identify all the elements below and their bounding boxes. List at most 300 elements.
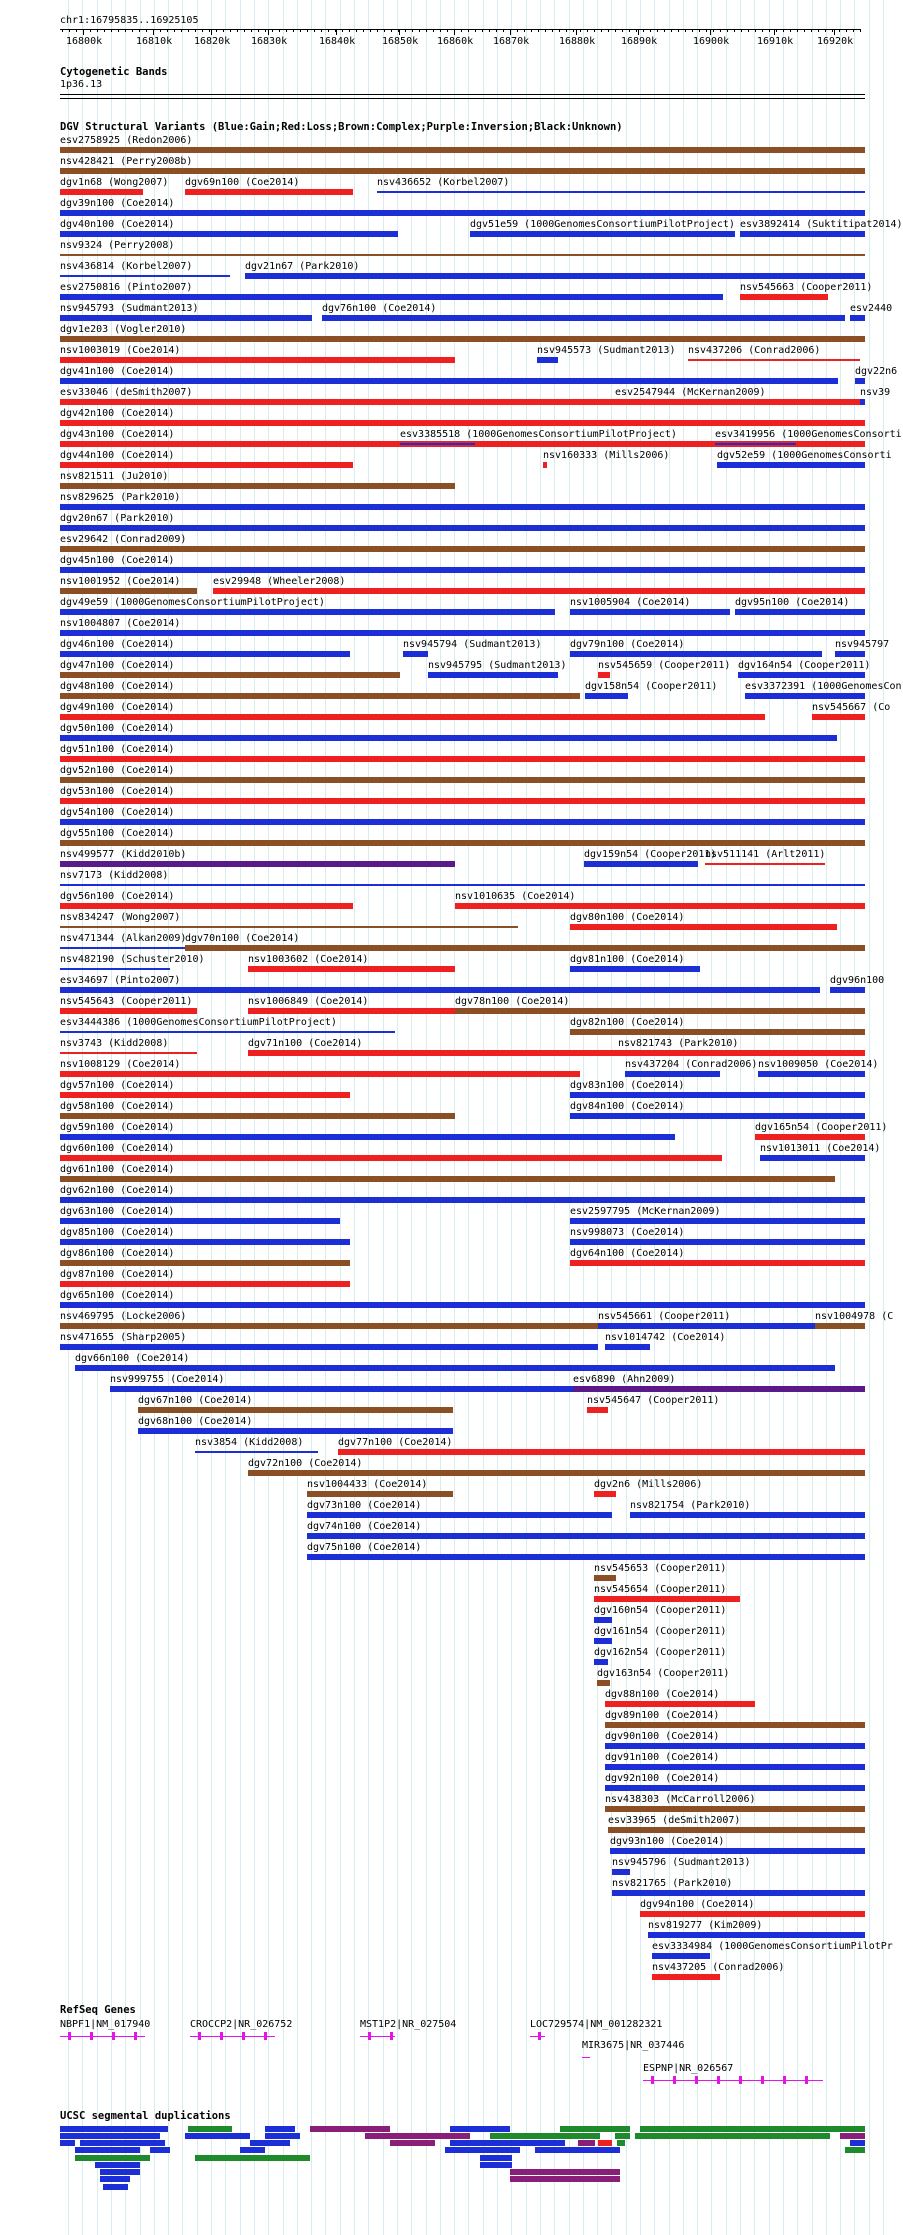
dgv-variant-bar[interactable] — [245, 273, 865, 279]
dgv-variant-label[interactable]: nsv819277 (Kim2009) — [648, 1920, 763, 1931]
dgv-variant-bar[interactable] — [594, 1638, 612, 1644]
dgv-variant-label[interactable]: dgv79n100 (Coe2014) — [570, 639, 685, 650]
dgv-variant-bar[interactable] — [322, 315, 845, 321]
dgv-variant-label[interactable]: dgv59n100 (Coe2014) — [60, 1122, 175, 1133]
dgv-variant-label[interactable]: esv6890 (Ahn2009) — [573, 1374, 676, 1385]
segdup-block[interactable] — [195, 2155, 310, 2161]
segdup-block[interactable] — [560, 2126, 630, 2132]
segdup-block[interactable] — [598, 2140, 612, 2146]
segdup-block[interactable] — [510, 2169, 620, 2175]
refseq-gene-intron-line[interactable] — [582, 2057, 590, 2058]
dgv-variant-bar[interactable] — [758, 1071, 865, 1077]
segdup-block[interactable] — [615, 2133, 630, 2139]
dgv-variant-label[interactable]: nsv511141 (Arlt2011) — [705, 849, 826, 860]
dgv-variant-bar[interactable] — [60, 947, 185, 949]
segdup-block[interactable] — [450, 2140, 565, 2146]
dgv-variant-bar[interactable] — [573, 1386, 865, 1392]
dgv-variant-label[interactable]: dgv49e59 (1000GenomesConsortiumPilotProject) — [60, 597, 325, 608]
dgv-variant-label[interactable]: dgv65n100 (Coe2014) — [60, 1290, 175, 1301]
dgv-variant-bar[interactable] — [428, 672, 558, 678]
dgv-variant-label[interactable]: nsv1004433 (Coe2014) — [307, 1479, 428, 1490]
dgv-variant-label[interactable]: esv29948 (Wheeler2008) — [213, 576, 346, 587]
refseq-gene-label[interactable]: MST1P2|NR_027504 — [360, 2019, 457, 2030]
dgv-variant-bar[interactable] — [705, 863, 825, 865]
dgv-variant-bar[interactable] — [60, 254, 865, 256]
dgv-variant-label[interactable]: dgv160n54 (Cooper2011) — [594, 1605, 727, 1616]
dgv-variant-bar[interactable] — [60, 903, 353, 909]
dgv-variant-bar[interactable] — [60, 231, 398, 237]
segdup-block[interactable] — [100, 2169, 140, 2175]
dgv-variant-label[interactable]: dgv92n100 (Coe2014) — [605, 1773, 720, 1784]
dgv-variant-label[interactable]: esv2750816 (Pinto2007) — [60, 282, 193, 293]
segdup-block[interactable] — [240, 2147, 265, 2153]
dgv-variant-bar[interactable] — [625, 1071, 720, 1077]
dgv-variant-label[interactable]: nsv545653 (Cooper2011) — [594, 1563, 727, 1574]
dgv-variant-label[interactable]: nsv1006849 (Coe2014) — [248, 996, 369, 1007]
dgv-variant-label[interactable]: dgv88n100 (Coe2014) — [605, 1689, 720, 1700]
dgv-variant-label[interactable]: dgv93n100 (Coe2014) — [610, 1836, 725, 1847]
dgv-variant-label[interactable]: dgv95n100 (Coe2014) — [735, 597, 850, 608]
dgv-variant-label[interactable]: dgv73n100 (Coe2014) — [307, 1500, 422, 1511]
dgv-variant-bar[interactable] — [455, 1008, 865, 1014]
dgv-variant-bar[interactable] — [735, 609, 865, 615]
segdup-block[interactable] — [535, 2147, 620, 2153]
segdup-block[interactable] — [310, 2126, 390, 2132]
refseq-exon[interactable] — [538, 2032, 541, 2040]
dgv-variant-label[interactable]: dgv53n100 (Coe2014) — [60, 786, 175, 797]
dgv-variant-label[interactable]: nsv1004978 (C — [815, 1311, 894, 1322]
dgv-variant-bar[interactable] — [570, 924, 837, 930]
dgv-variant-label[interactable]: dgv62n100 (Coe2014) — [60, 1185, 175, 1196]
dgv-variant-label[interactable]: dgv94n100 (Coe2014) — [640, 1899, 755, 1910]
dgv-variant-label[interactable]: dgv70n100 (Coe2014) — [185, 933, 300, 944]
dgv-variant-bar[interactable] — [60, 315, 312, 321]
dgv-variant-bar[interactable] — [594, 1617, 612, 1623]
dgv-variant-label[interactable]: nsv482190 (Schuster2010) — [60, 954, 205, 965]
segdup-block[interactable] — [60, 2126, 75, 2132]
dgv-variant-label[interactable]: nsv1013011 (Coe2014) — [760, 1143, 881, 1154]
dgv-variant-bar[interactable] — [570, 609, 730, 615]
dgv-variant-label[interactable]: esv29642 (Conrad2009) — [60, 534, 187, 545]
dgv-variant-label[interactable]: esv33965 (deSmith2007) — [608, 1815, 741, 1826]
segdup-block[interactable] — [850, 2140, 865, 2146]
dgv-variant-label[interactable]: nsv438303 (McCarroll2006) — [605, 1794, 756, 1805]
dgv-variant-label[interactable]: nsv1003019 (Coe2014) — [60, 345, 181, 356]
dgv-variant-bar[interactable] — [688, 359, 860, 361]
dgv-variant-label[interactable]: dgv61n100 (Coe2014) — [60, 1164, 175, 1175]
dgv-variant-label[interactable]: nsv945793 (Sudmant2013) — [60, 303, 199, 314]
dgv-variant-label[interactable]: esv3372391 (1000GenomesCon — [745, 681, 902, 692]
dgv-variant-label[interactable]: nsv1001952 (Coe2014) — [60, 576, 181, 587]
dgv-variant-label[interactable]: dgv60n100 (Coe2014) — [60, 1143, 175, 1154]
dgv-variant-bar[interactable] — [307, 1554, 865, 1560]
dgv-variant-bar[interactable] — [605, 1806, 865, 1812]
dgv-variant-bar[interactable] — [570, 1260, 865, 1266]
dgv-variant-bar[interactable] — [815, 1323, 865, 1329]
dgv-variant-bar[interactable] — [570, 1218, 865, 1224]
dgv-variant-bar[interactable] — [400, 443, 475, 445]
dgv-variant-bar[interactable] — [185, 945, 865, 951]
dgv-variant-label[interactable]: nsv545643 (Cooper2011) — [60, 996, 193, 1007]
dgv-variant-label[interactable]: nsv821511 (Ju2010) — [60, 471, 169, 482]
segdup-block[interactable] — [75, 2147, 140, 2153]
dgv-variant-bar[interactable] — [60, 630, 865, 636]
dgv-variant-label[interactable]: nsv545663 (Cooper2011) — [740, 282, 873, 293]
dgv-variant-label[interactable]: dgv68n100 (Coe2014) — [138, 1416, 253, 1427]
dgv-variant-bar[interactable] — [60, 1323, 600, 1329]
dgv-variant-label[interactable]: nsv1010635 (Coe2014) — [455, 891, 576, 902]
dgv-variant-label[interactable]: dgv58n100 (Coe2014) — [60, 1101, 175, 1112]
dgv-variant-label[interactable]: nsv1003602 (Coe2014) — [248, 954, 369, 965]
dgv-variant-label[interactable]: nsv999755 (Coe2014) — [110, 1374, 225, 1385]
dgv-variant-label[interactable]: esv3385518 (1000GenomesConsortiumPilotProject) — [400, 429, 677, 440]
dgv-variant-label[interactable]: dgv1e203 (Vogler2010) — [60, 324, 187, 335]
dgv-variant-label[interactable]: dgv44n100 (Coe2014) — [60, 450, 175, 461]
dgv-variant-bar[interactable] — [60, 1281, 350, 1287]
dgv-variant-label[interactable]: dgv96n100 — [830, 975, 885, 986]
dgv-variant-label[interactable]: dgv22n6 — [855, 366, 898, 377]
dgv-variant-label[interactable]: esv2758925 (Redon2006) — [60, 135, 193, 146]
dgv-variant-label[interactable]: dgv41n100 (Coe2014) — [60, 366, 175, 377]
dgv-variant-bar[interactable] — [605, 1785, 865, 1791]
dgv-variant-label[interactable]: nsv160333 (Mills2006) — [543, 450, 670, 461]
dgv-variant-label[interactable]: nsv436814 (Korbel2007) — [60, 261, 193, 272]
segdup-block[interactable] — [75, 2155, 150, 2161]
refseq-gene-label[interactable]: LOC729574|NM_001282321 — [530, 2019, 663, 2030]
dgv-variant-bar[interactable] — [60, 926, 518, 928]
dgv-variant-bar[interactable] — [587, 1407, 608, 1413]
dgv-variant-label[interactable]: nsv945794 (Sudmant2013) — [403, 639, 542, 650]
dgv-variant-label[interactable]: dgv20n67 (Park2010) — [60, 513, 175, 524]
dgv-variant-label[interactable]: dgv72n100 (Coe2014) — [248, 1458, 363, 1469]
dgv-variant-label[interactable]: dgv89n100 (Coe2014) — [605, 1710, 720, 1721]
dgv-variant-label[interactable]: dgv84n100 (Coe2014) — [570, 1101, 685, 1112]
dgv-variant-bar[interactable] — [60, 357, 455, 363]
dgv-variant-label[interactable]: nsv1004807 (Coe2014) — [60, 618, 181, 629]
dgv-variant-label[interactable]: nsv821765 (Park2010) — [612, 1878, 733, 1889]
refseq-gene-intron-line[interactable] — [643, 2080, 823, 2081]
refseq-gene-intron-line[interactable] — [60, 2036, 145, 2037]
dgv-variant-bar[interactable] — [835, 651, 865, 657]
refseq-exon[interactable] — [134, 2032, 137, 2040]
dgv-variant-label[interactable]: dgv2n6 (Mills2006) — [594, 1479, 703, 1490]
dgv-variant-label[interactable]: dgv77n100 (Coe2014) — [338, 1437, 453, 1448]
dgv-variant-bar[interactable] — [60, 651, 350, 657]
segdup-block[interactable] — [80, 2140, 165, 2146]
refseq-gene-label[interactable]: MIR3675|NR_037446 — [582, 2040, 685, 2051]
dgv-variant-label[interactable]: esv2440 — [850, 303, 893, 314]
segdup-block[interactable] — [445, 2147, 520, 2153]
dgv-variant-label[interactable]: nsv3743 (Kidd2008) — [60, 1038, 169, 1049]
refseq-exon[interactable] — [739, 2076, 742, 2084]
dgv-variant-label[interactable]: nsv821743 (Park2010) — [618, 1038, 739, 1049]
segdup-block[interactable] — [250, 2140, 290, 2146]
dgv-variant-bar[interactable] — [60, 378, 838, 384]
dgv-variant-bar[interactable] — [570, 1239, 865, 1245]
dgv-variant-label[interactable]: nsv945573 (Sudmant2013) — [537, 345, 676, 356]
dgv-variant-bar[interactable] — [338, 1449, 865, 1455]
dgv-variant-bar[interactable] — [605, 1701, 755, 1707]
dgv-variant-bar[interactable] — [248, 1008, 455, 1014]
dgv-variant-label[interactable]: nsv829625 (Park2010) — [60, 492, 181, 503]
dgv-variant-bar[interactable] — [570, 966, 700, 972]
dgv-variant-bar[interactable] — [618, 1050, 700, 1056]
dgv-variant-label[interactable]: dgv67n100 (Coe2014) — [138, 1395, 253, 1406]
dgv-variant-label[interactable]: dgv49n100 (Coe2014) — [60, 702, 175, 713]
segdup-block[interactable] — [188, 2126, 232, 2132]
segdup-block[interactable] — [110, 2126, 168, 2132]
dgv-variant-label[interactable]: dgv43n100 (Coe2014) — [60, 429, 175, 440]
dgv-variant-label[interactable]: dgv51e59 (1000GenomesConsortiumPilotProject) — [470, 219, 735, 230]
segdup-block[interactable] — [480, 2162, 512, 2168]
dgv-variant-bar[interactable] — [610, 1848, 865, 1854]
dgv-variant-bar[interactable] — [605, 1743, 865, 1749]
dgv-variant-label[interactable]: dgv158n54 (Cooper2011) — [585, 681, 718, 692]
dgv-variant-bar[interactable] — [60, 1008, 197, 1014]
segdup-block[interactable] — [635, 2133, 830, 2139]
dgv-variant-label[interactable]: nsv437204 (Conrad2006) — [625, 1059, 758, 1070]
dgv-variant-label[interactable]: dgv56n100 (Coe2014) — [60, 891, 175, 902]
dgv-variant-label[interactable]: dgv75n100 (Coe2014) — [307, 1542, 422, 1553]
dgv-variant-label[interactable]: dgv159n54 (Cooper2011) — [584, 849, 717, 860]
dgv-variant-bar[interactable] — [60, 1052, 197, 1054]
dgv-variant-label[interactable]: dgv82n100 (Coe2014) — [570, 1017, 685, 1028]
dgv-variant-bar[interactable] — [307, 1491, 453, 1497]
dgv-variant-bar[interactable] — [717, 462, 865, 468]
dgv-variant-label[interactable]: nsv437205 (Conrad2006) — [652, 1962, 785, 1973]
segdup-block[interactable] — [450, 2126, 510, 2132]
dgv-variant-bar[interactable] — [605, 1764, 865, 1770]
segdup-block[interactable] — [845, 2147, 865, 2153]
dgv-variant-bar[interactable] — [630, 1512, 865, 1518]
dgv-variant-label[interactable]: nsv545659 (Cooper2011) — [598, 660, 731, 671]
dgv-variant-label[interactable]: nsv471344 (Alkan2009) — [60, 933, 187, 944]
dgv-variant-label[interactable]: esv3892414 (Suktitipat2014) — [740, 219, 903, 230]
dgv-variant-label[interactable]: dgv164n54 (Cooper2011) — [738, 660, 871, 671]
dgv-variant-bar[interactable] — [60, 968, 170, 970]
dgv-variant-label[interactable]: nsv1008129 (Coe2014) — [60, 1059, 181, 1070]
dgv-variant-bar[interactable] — [60, 735, 837, 741]
segdup-block[interactable] — [840, 2133, 865, 2139]
refseq-gene-label[interactable]: CROCCP2|NR_026752 — [190, 2019, 293, 2030]
dgv-variant-label[interactable]: nsv545667 (Co — [812, 702, 891, 713]
dgv-variant-bar[interactable] — [60, 504, 865, 510]
refseq-exon[interactable] — [805, 2076, 808, 2084]
dgv-variant-label[interactable]: nsv998073 (Coe2014) — [570, 1227, 685, 1238]
segdup-block[interactable] — [365, 2133, 470, 2139]
dgv-variant-bar[interactable] — [60, 462, 353, 468]
dgv-variant-bar[interactable] — [615, 399, 850, 405]
dgv-variant-label[interactable]: nsv428421 (Perry2008b) — [60, 156, 193, 167]
dgv-variant-label[interactable]: nsv436652 (Korbel2007) — [377, 177, 510, 188]
segdup-block[interactable] — [185, 2133, 250, 2139]
dgv-variant-bar[interactable] — [60, 567, 865, 573]
segdup-block[interactable] — [480, 2155, 512, 2161]
refseq-exon[interactable] — [390, 2032, 393, 2040]
dgv-variant-bar[interactable] — [598, 672, 610, 678]
dgv-variant-bar[interactable] — [60, 1092, 350, 1098]
dgv-variant-bar[interactable] — [60, 1176, 835, 1182]
dgv-variant-bar[interactable] — [60, 714, 765, 720]
dgv-variant-bar[interactable] — [60, 588, 197, 594]
dgv-variant-label[interactable]: dgv42n100 (Coe2014) — [60, 408, 175, 419]
segdup-block[interactable] — [640, 2126, 865, 2132]
dgv-variant-bar[interactable] — [715, 443, 796, 445]
dgv-variant-bar[interactable] — [570, 1092, 865, 1098]
dgv-variant-bar[interactable] — [740, 231, 865, 237]
dgv-variant-bar[interactable] — [60, 1344, 598, 1350]
dgv-variant-label[interactable]: nsv1014742 (Coe2014) — [605, 1332, 726, 1343]
dgv-variant-label[interactable]: dgv90n100 (Coe2014) — [605, 1731, 720, 1742]
dgv-variant-label[interactable]: nsv545661 (Cooper2011) — [598, 1311, 731, 1322]
segdup-block[interactable] — [95, 2162, 140, 2168]
dgv-variant-bar[interactable] — [597, 1680, 610, 1686]
dgv-variant-bar[interactable] — [570, 651, 822, 657]
dgv-variant-label[interactable]: dgv71n100 (Coe2014) — [248, 1038, 363, 1049]
dgv-variant-label[interactable]: nsv9324 (Perry2008) — [60, 240, 175, 251]
dgv-variant-label[interactable]: dgv51n100 (Coe2014) — [60, 744, 175, 755]
refseq-exon[interactable] — [90, 2032, 93, 2040]
dgv-variant-bar[interactable] — [570, 1113, 865, 1119]
dgv-variant-label[interactable]: dgv91n100 (Coe2014) — [605, 1752, 720, 1763]
dgv-variant-label[interactable]: dgv80n100 (Coe2014) — [570, 912, 685, 923]
dgv-variant-bar[interactable] — [860, 399, 865, 405]
dgv-variant-label[interactable]: nsv945795 (Sudmant2013) — [428, 660, 567, 671]
dgv-variant-label[interactable]: dgv45n100 (Coe2014) — [60, 555, 175, 566]
dgv-variant-label[interactable]: dgv64n100 (Coe2014) — [570, 1248, 685, 1259]
dgv-variant-label[interactable]: esv3419956 (1000GenomesConsorti — [715, 429, 902, 440]
dgv-variant-label[interactable]: dgv76n100 (Coe2014) — [322, 303, 437, 314]
dgv-variant-label[interactable]: dgv66n100 (Coe2014) — [75, 1353, 190, 1364]
dgv-variant-label[interactable]: nsv499577 (Kidd2010b) — [60, 849, 187, 860]
dgv-variant-bar[interactable] — [605, 1344, 650, 1350]
dgv-variant-bar[interactable] — [594, 1659, 608, 1665]
segdup-block[interactable] — [265, 2133, 300, 2139]
dgv-variant-bar[interactable] — [60, 1197, 865, 1203]
refseq-exon[interactable] — [717, 2076, 720, 2084]
dgv-variant-label[interactable]: dgv87n100 (Coe2014) — [60, 1269, 175, 1280]
dgv-variant-bar[interactable] — [60, 147, 865, 153]
dgv-variant-bar[interactable] — [60, 1134, 675, 1140]
dgv-variant-label[interactable]: nsv545647 (Cooper2011) — [587, 1395, 720, 1406]
dgv-variant-label[interactable]: esv34697 (Pinto2007) — [60, 975, 181, 986]
segdup-block[interactable] — [60, 2140, 75, 2146]
segdup-block[interactable] — [100, 2176, 130, 2182]
dgv-variant-bar[interactable] — [760, 1155, 865, 1161]
dgv-variant-bar[interactable] — [60, 987, 820, 993]
dgv-variant-label[interactable]: nsv821754 (Park2010) — [630, 1500, 751, 1511]
dgv-variant-label[interactable]: esv2597795 (McKernan2009) — [570, 1206, 721, 1217]
dgv-variant-bar[interactable] — [60, 693, 580, 699]
dgv-variant-bar[interactable] — [60, 1239, 350, 1245]
dgv-variant-bar[interactable] — [570, 1029, 865, 1035]
dgv-variant-label[interactable]: dgv69n100 (Coe2014) — [185, 177, 300, 188]
dgv-variant-label[interactable]: esv3334984 (1000GenomesConsortiumPilotPr — [652, 1941, 893, 1952]
dgv-variant-bar[interactable] — [640, 1911, 865, 1917]
dgv-variant-bar[interactable] — [652, 1953, 710, 1959]
dgv-variant-label[interactable]: nsv437206 (Conrad2006) — [688, 345, 821, 356]
segdup-block[interactable] — [75, 2126, 110, 2132]
dgv-variant-bar[interactable] — [855, 378, 865, 384]
dgv-variant-label[interactable]: nsv3854 (Kidd2008) — [195, 1437, 304, 1448]
dgv-variant-bar[interactable] — [60, 756, 865, 762]
dgv-variant-bar[interactable] — [745, 693, 865, 699]
dgv-variant-bar[interactable] — [60, 672, 400, 678]
dgv-variant-bar[interactable] — [403, 651, 428, 657]
dgv-variant-label[interactable]: dgv52n100 (Coe2014) — [60, 765, 175, 776]
dgv-variant-bar[interactable] — [812, 714, 865, 720]
dgv-variant-bar[interactable] — [138, 1407, 453, 1413]
dgv-variant-bar[interactable] — [455, 903, 865, 909]
dgv-variant-bar[interactable] — [60, 336, 865, 342]
segdup-block[interactable] — [150, 2147, 170, 2153]
refseq-exon[interactable] — [783, 2076, 786, 2084]
dgv-variant-bar[interactable] — [608, 1827, 865, 1833]
dgv-variant-bar[interactable] — [60, 189, 143, 195]
refseq-exon[interactable] — [220, 2032, 223, 2040]
dgv-variant-bar[interactable] — [60, 483, 455, 489]
dgv-variant-bar[interactable] — [248, 1470, 865, 1476]
dgv-variant-bar[interactable] — [738, 672, 865, 678]
dgv-variant-bar[interactable] — [60, 819, 865, 825]
dgv-variant-bar[interactable] — [213, 588, 865, 594]
dgv-variant-bar[interactable] — [60, 1302, 865, 1308]
dgv-variant-label[interactable]: dgv78n100 (Coe2014) — [455, 996, 570, 1007]
segdup-block[interactable] — [578, 2140, 595, 2146]
dgv-variant-bar[interactable] — [605, 1722, 865, 1728]
dgv-variant-bar[interactable] — [594, 1575, 616, 1581]
dgv-variant-label[interactable]: nsv945796 (Sudmant2013) — [612, 1857, 751, 1868]
dgv-variant-bar[interactable] — [60, 1031, 395, 1033]
dgv-variant-bar[interactable] — [612, 1890, 865, 1896]
dgv-variant-bar[interactable] — [185, 189, 353, 195]
dgv-variant-label[interactable]: dgv21n67 (Park2010) — [245, 261, 360, 272]
dgv-variant-bar[interactable] — [652, 1974, 720, 1980]
segdup-block[interactable] — [390, 2140, 435, 2146]
dgv-variant-bar[interactable] — [648, 1932, 865, 1938]
dgv-variant-label[interactable]: dgv52e59 (1000GenomesConsorti — [717, 450, 892, 461]
dgv-variant-label[interactable]: nsv1005904 (Coe2014) — [570, 597, 691, 608]
dgv-variant-bar[interactable] — [612, 1869, 630, 1875]
dgv-variant-label[interactable]: dgv163n54 (Cooper2011) — [597, 1668, 730, 1679]
dgv-variant-bar[interactable] — [470, 231, 735, 237]
dgv-variant-bar[interactable] — [195, 1451, 318, 1453]
dgv-variant-bar[interactable] — [60, 210, 865, 216]
dgv-variant-bar[interactable] — [60, 1155, 722, 1161]
segdup-block[interactable] — [103, 2184, 128, 2190]
dgv-variant-label[interactable]: dgv50n100 (Coe2014) — [60, 723, 175, 734]
dgv-variant-bar[interactable] — [75, 1365, 835, 1371]
segdup-block[interactable] — [617, 2140, 625, 2146]
dgv-variant-label[interactable]: nsv469795 (Locke2006) — [60, 1311, 187, 1322]
dgv-variant-bar[interactable] — [584, 861, 698, 867]
dgv-variant-bar[interactable] — [740, 294, 828, 300]
dgv-variant-label[interactable]: dgv40n100 (Coe2014) — [60, 219, 175, 230]
refseq-exon[interactable] — [242, 2032, 245, 2040]
dgv-variant-label[interactable]: dgv54n100 (Coe2014) — [60, 807, 175, 818]
dgv-variant-bar[interactable] — [60, 168, 865, 174]
dgv-variant-label[interactable]: dgv63n100 (Coe2014) — [60, 1206, 175, 1217]
dgv-variant-bar[interactable] — [60, 546, 865, 552]
dgv-variant-bar[interactable] — [307, 1512, 612, 1518]
dgv-variant-bar[interactable] — [60, 884, 865, 886]
dgv-variant-label[interactable]: nsv545654 (Cooper2011) — [594, 1584, 727, 1595]
segdup-block[interactable] — [60, 2133, 160, 2139]
dgv-variant-bar[interactable] — [60, 798, 865, 804]
dgv-variant-bar[interactable] — [138, 1428, 453, 1434]
dgv-variant-label[interactable]: dgv165n54 (Cooper2011) — [755, 1122, 888, 1133]
dgv-variant-label[interactable]: esv3444386 (1000GenomesConsortiumPilotProject) — [60, 1017, 337, 1028]
